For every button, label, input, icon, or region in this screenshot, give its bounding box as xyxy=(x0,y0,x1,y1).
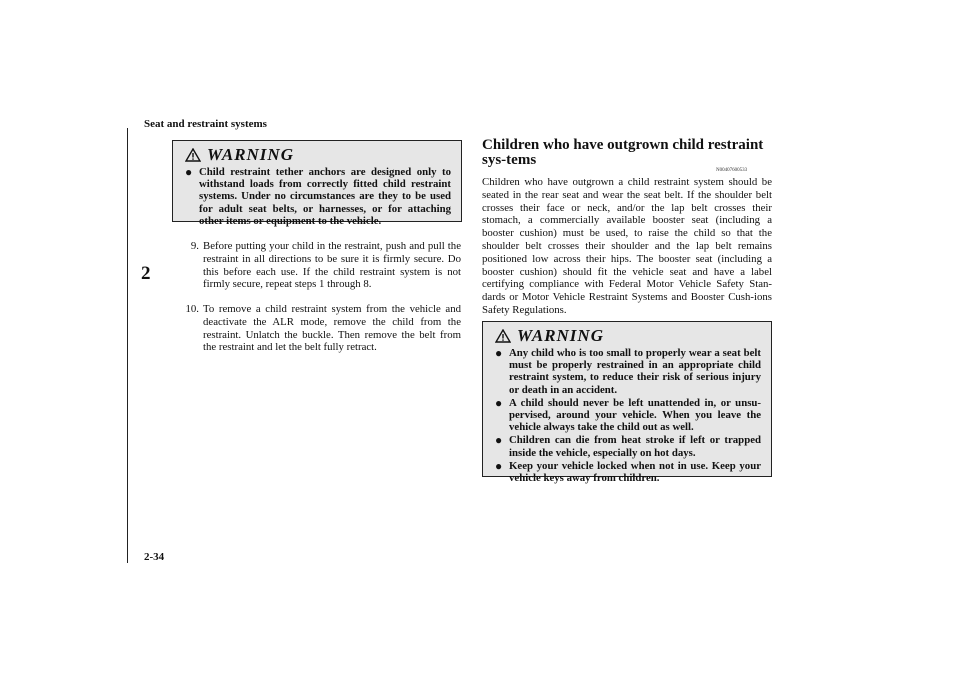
warning-item: ● A child should never be left unattended in, or unsu-pervised, around your vehicle. When you leave the vehicle always take the child out as well. xyxy=(495,395,761,434)
warning-item: ● Any child who is too small to properly wear a seat belt must be properly restrained in an appropriate child restraint system, to reduce their risk of serious injury or death in an accident. xyxy=(495,346,761,396)
step-text: To remove a child restraint system from the vehicle and deactivate the ALR mode, remove the child from the restraint. Unlatch the buckle. Then remove the belt from the restraint and let the belt fully retract. xyxy=(203,303,461,354)
warning-triangle-icon xyxy=(495,329,511,343)
warning-box-tether xyxy=(172,140,462,227)
step-item xyxy=(182,240,461,291)
step-text: Before putting your child in the restraint, push and pull the restraint in all directions to be sure it is firmly secure. Do this before each use. If the child restraint system is not firmly secure, repeat steps 1 through 8. xyxy=(203,240,461,291)
warning-box-children xyxy=(482,321,772,485)
page-number: 2-34 xyxy=(144,551,165,563)
warning-item: ● Child restraint tether anchors are designed only to withstand loads from correctly fitted child restraint systems. Under no circumstances are they to be used for adult seat belts, or harnesses, or for attaching other items or equipment to the vehicle. xyxy=(185,165,451,227)
running-header: Seat and restraint systems xyxy=(144,118,267,130)
step-number: 9. xyxy=(190,240,199,252)
step-item xyxy=(182,303,461,354)
warning-item: ● Keep your vehicle locked when not in use. Keep your vehicle keys away from children. xyxy=(495,458,761,485)
warning-header xyxy=(495,326,761,346)
warning-header xyxy=(185,145,451,165)
warning-title: WARNING xyxy=(207,145,294,164)
chapter-number: 2 xyxy=(141,263,151,284)
reference-code: N00407600533 xyxy=(716,168,748,173)
section-title: Children who have outgrown child restraint sys-tems xyxy=(482,137,764,168)
section-body: Children who have outgrown a child restraint system should be seated in the rear seat and wear the seat belt. If the shoulder belt crosses their face or neck, and/or the lap belt crosses their stomach, a commercially available booster seat (including a booster cushion) must be used, to raise the child so that the shoulder belt crosses their shoulder and the lap belt remains positioned low across their hips. The booster seat (including a booster cushion) should fit the vehicle seat and have a label certifying compliance with Federal Motor Vehicle Safety Stan-dards or Motor Vehicle Restraint Systems and Booster Cush-ions Safety Regulations. xyxy=(482,176,772,316)
bullet-dot-icon: ● xyxy=(495,458,503,473)
chapter-divider-line xyxy=(127,128,128,563)
bullet-dot-icon: ● xyxy=(495,433,503,448)
step-number: 10. xyxy=(185,303,199,315)
warning-title: WARNING xyxy=(517,326,604,345)
bullet-dot-icon: ● xyxy=(185,165,193,179)
warning-item: ● Children can die from heat stroke if left or trapped inside the vehicle, especially on hot days. xyxy=(495,433,761,459)
bullet-dot-icon: ● xyxy=(495,346,503,360)
warning-triangle-icon xyxy=(185,148,201,162)
bullet-dot-icon: ● xyxy=(495,395,503,410)
